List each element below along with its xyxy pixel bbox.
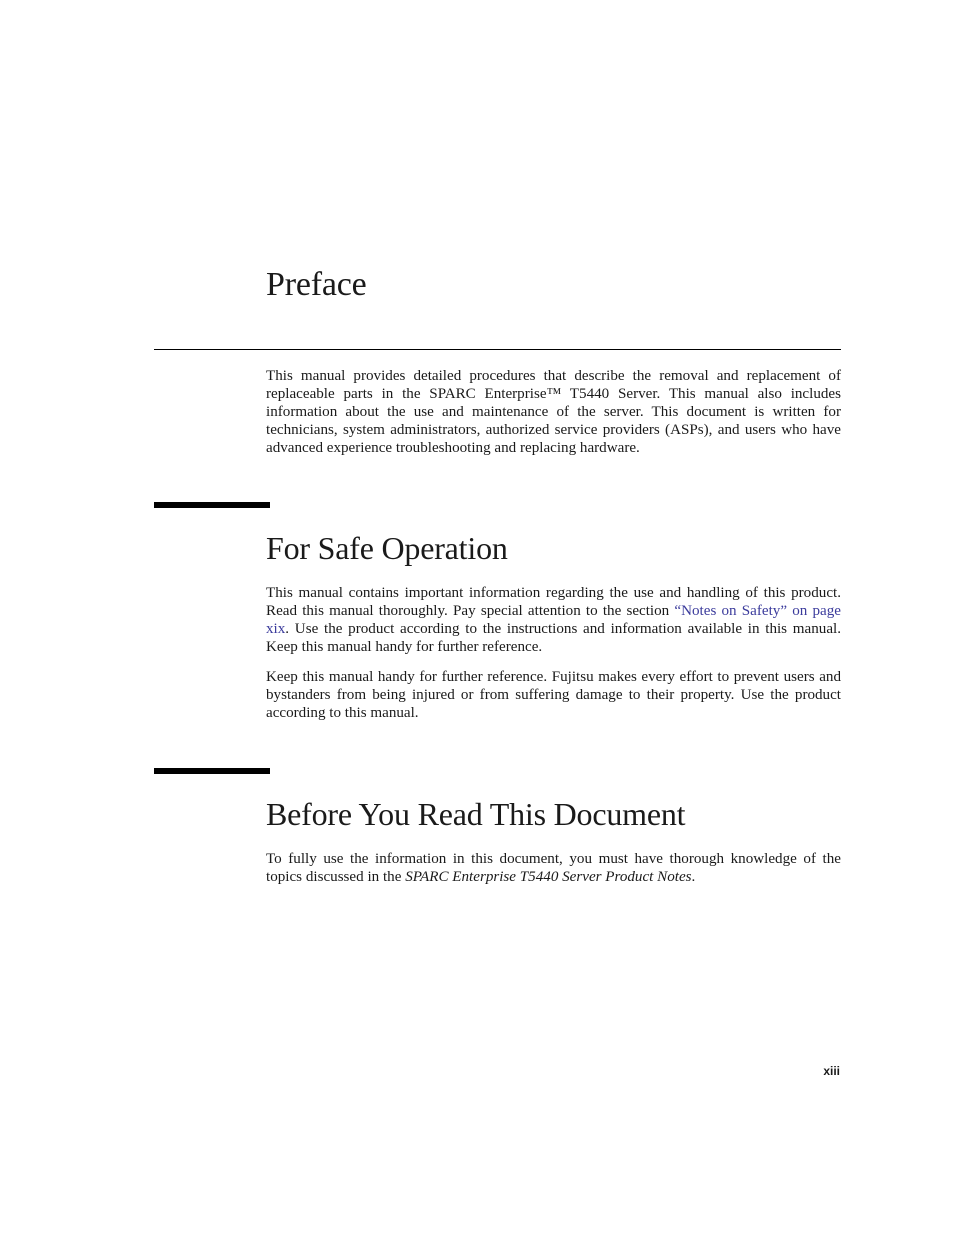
- section-bar-safe-operation: [154, 502, 270, 508]
- title-rule: [154, 349, 841, 350]
- safe-operation-paragraph-2: Keep this manual handy for further reference. Fujitsu makes every effort to prevent users and bystanders from being injured or from suffering damage to their property. Use the product according to this manual.: [266, 669, 841, 721]
- before-reading-text-start: To fully use the information in this document, you must have thorough knowledge of the topics discussed in the: [266, 851, 841, 885]
- safe-operation-paragraph-1: [266, 584, 841, 656]
- section-bar-before-reading: [154, 768, 270, 774]
- section-heading-safe-operation: For Safe Operation: [266, 530, 508, 566]
- section-heading-before-reading: Before You Read This Document: [266, 796, 686, 832]
- preface-intro-paragraph: This manual provides detailed procedures that describe the removal and replacement of replaceable parts in the SPARC Enterprise™ T5440 Server. This manual also includes information about the use and maintenance of the server. This document is written for technicians, system administrators, authorized service providers (ASPs), and users who have advanced experience troubleshooting and replacing hardware.: [266, 368, 841, 456]
- page-title: Preface: [266, 266, 367, 303]
- before-reading-paragraph: [266, 850, 841, 886]
- page-number: xiii: [823, 1064, 840, 1078]
- notes-on-safety-link[interactable]: “Notes on Safety” on page xix: [266, 603, 841, 637]
- safe-operation-text-end: . Use the product according to the instructions and information available in this manual. Keep this manual handy for further reference.: [266, 621, 841, 655]
- before-reading-text-end: .: [691, 869, 696, 885]
- safe-operation-text-start: This manual contains important information regarding the use and handling of this product. Read this manual thoroughly. Pay special attention to the section: [266, 585, 841, 619]
- product-notes-title: SPARC Enterprise T5440 Server Product Notes: [405, 869, 692, 885]
